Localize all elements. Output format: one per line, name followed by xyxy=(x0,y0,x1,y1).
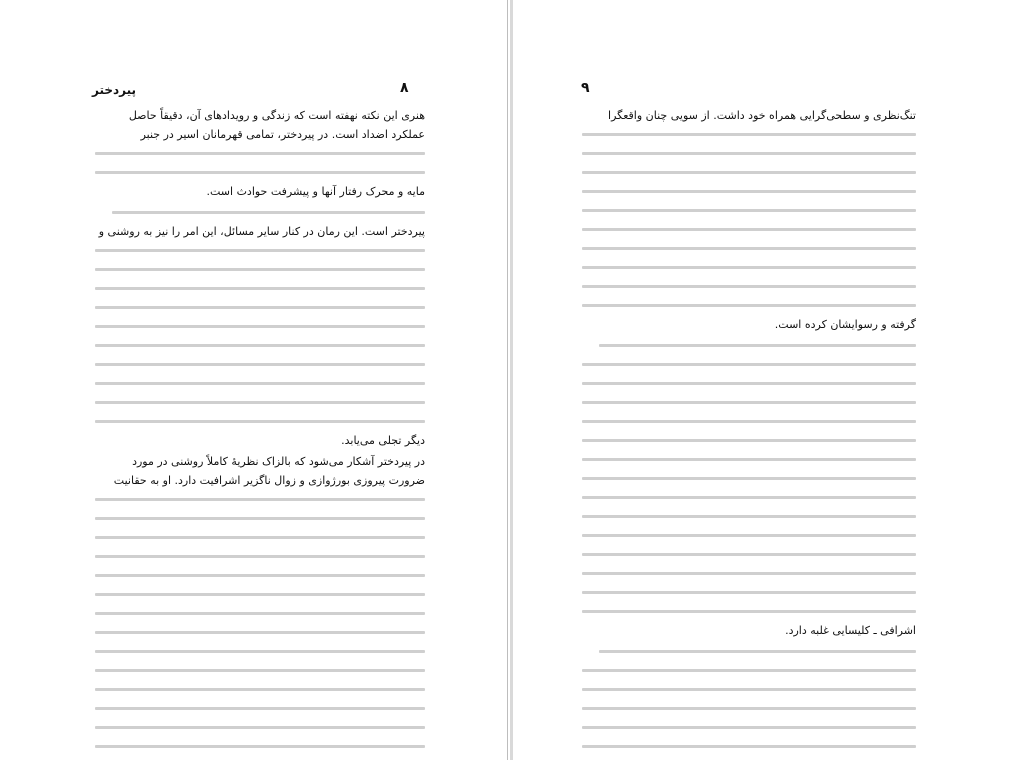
unreadable-line-placeholder xyxy=(582,152,916,155)
text-line xyxy=(95,336,425,355)
text-line xyxy=(582,431,916,450)
unreadable-line-placeholder xyxy=(582,304,916,307)
text-line xyxy=(582,182,916,201)
unreadable-line-placeholder xyxy=(95,555,425,558)
text-line xyxy=(95,642,425,661)
text-line xyxy=(95,471,425,490)
text-line xyxy=(582,737,916,756)
right-page xyxy=(514,0,1024,760)
unreadable-line-placeholder xyxy=(95,574,425,577)
unreadable-line-placeholder xyxy=(582,534,916,537)
unreadable-line-placeholder xyxy=(95,152,425,155)
unreadable-line-placeholder xyxy=(582,171,916,174)
text-line xyxy=(95,566,425,585)
text-line xyxy=(582,296,916,315)
text-line xyxy=(95,490,425,509)
unreadable-line-placeholder xyxy=(582,669,916,672)
text-line xyxy=(95,661,425,680)
unreadable-line-placeholder xyxy=(582,458,916,461)
unreadable-line-placeholder xyxy=(95,745,425,748)
text-line xyxy=(95,623,425,642)
text-line xyxy=(582,315,916,334)
text-line xyxy=(95,528,425,547)
text-line xyxy=(582,469,916,488)
text-line xyxy=(95,547,425,566)
unreadable-line-placeholder xyxy=(582,477,916,480)
unreadable-line-placeholder xyxy=(582,707,916,710)
page-number-right: ۹ xyxy=(581,80,590,96)
text-line xyxy=(582,355,916,374)
unreadable-line-placeholder xyxy=(582,247,916,250)
unreadable-line-placeholder xyxy=(582,190,916,193)
text-line xyxy=(582,239,916,258)
text-line-content: هنری این نکته نهفته است که زندگی و رویدادهای آن، دقیقاً حاصل xyxy=(128,109,425,122)
book-gutter xyxy=(510,0,513,760)
text-line xyxy=(95,680,425,699)
unreadable-line-placeholder xyxy=(582,382,916,385)
gutter-edge xyxy=(507,0,508,760)
unreadable-line-placeholder xyxy=(95,498,425,501)
text-line xyxy=(582,718,916,737)
unreadable-line-placeholder xyxy=(582,363,916,366)
text-line xyxy=(95,298,425,317)
text-line xyxy=(582,756,916,760)
text-line xyxy=(582,526,916,545)
text-line xyxy=(582,602,916,621)
unreadable-line-placeholder xyxy=(582,553,916,556)
text-line xyxy=(95,203,425,222)
unreadable-line-placeholder xyxy=(95,363,425,366)
unreadable-line-placeholder xyxy=(95,726,425,729)
unreadable-line-placeholder xyxy=(582,726,916,729)
text-line xyxy=(582,393,916,412)
text-line xyxy=(582,163,916,182)
text-line-content: پیردختر است. این رمان در کنار سایر مسائل، این امر را نیز به روشنی و xyxy=(98,225,425,238)
text-line xyxy=(582,277,916,296)
right-body-text xyxy=(582,106,916,760)
text-line xyxy=(95,355,425,374)
text-line xyxy=(95,241,425,260)
text-line xyxy=(95,412,425,431)
unreadable-line-placeholder xyxy=(582,591,916,594)
page-number-left: ۸ xyxy=(400,80,409,96)
text-line-content: تنگ‌نظری و سطحی‌گرایی همراه خود داشت. از سویی چنان واقعگرا xyxy=(608,109,916,122)
text-line xyxy=(95,279,425,298)
text-line xyxy=(582,144,916,163)
unreadable-line-placeholder xyxy=(95,650,425,653)
unreadable-line-placeholder xyxy=(582,515,916,518)
unreadable-line-placeholder xyxy=(95,171,425,174)
text-line xyxy=(582,258,916,277)
text-line-content: گرفته و رسوایشان کرده است. xyxy=(774,318,916,331)
text-line xyxy=(582,125,916,144)
unreadable-line-placeholder xyxy=(112,211,426,214)
unreadable-line-placeholder xyxy=(95,420,425,423)
text-line xyxy=(95,699,425,718)
running-title: پیردختر xyxy=(92,83,137,97)
text-line-content: مایه و محرک رفتار آنها و پیشرفت حوادث است. xyxy=(206,185,425,198)
text-line xyxy=(582,642,916,661)
text-line xyxy=(582,699,916,718)
text-line xyxy=(95,452,425,471)
text-line xyxy=(95,163,425,182)
unreadable-line-placeholder xyxy=(95,382,425,385)
unreadable-line-placeholder xyxy=(582,228,916,231)
text-line xyxy=(582,201,916,220)
text-line xyxy=(95,106,425,125)
unreadable-line-placeholder xyxy=(95,287,425,290)
unreadable-line-placeholder xyxy=(582,439,916,442)
unreadable-line-placeholder xyxy=(95,612,425,615)
text-line xyxy=(95,125,425,144)
unreadable-line-placeholder xyxy=(582,745,916,748)
text-line xyxy=(582,545,916,564)
unreadable-line-placeholder xyxy=(95,536,425,539)
text-line xyxy=(582,336,916,355)
unreadable-line-placeholder xyxy=(582,285,916,288)
unreadable-line-placeholder xyxy=(95,517,425,520)
unreadable-line-placeholder xyxy=(95,325,425,328)
text-line xyxy=(95,509,425,528)
text-line xyxy=(582,412,916,431)
unreadable-line-placeholder xyxy=(582,496,916,499)
text-line xyxy=(582,680,916,699)
unreadable-line-placeholder xyxy=(95,593,425,596)
unreadable-line-placeholder xyxy=(582,610,916,613)
unreadable-line-placeholder xyxy=(95,707,425,710)
text-line xyxy=(95,718,425,737)
unreadable-line-placeholder xyxy=(95,249,425,252)
text-line xyxy=(582,583,916,602)
text-line-content: اشرافی ـ کلیسایی غلبه دارد. xyxy=(785,624,916,637)
unreadable-line-placeholder xyxy=(582,401,916,404)
text-line xyxy=(582,220,916,239)
unreadable-line-placeholder xyxy=(95,306,425,309)
text-line xyxy=(95,604,425,623)
unreadable-line-placeholder xyxy=(582,572,916,575)
unreadable-line-placeholder xyxy=(95,669,425,672)
unreadable-line-placeholder xyxy=(599,650,916,653)
text-line xyxy=(95,737,425,756)
text-line xyxy=(582,621,916,640)
text-line xyxy=(95,393,425,412)
unreadable-line-placeholder xyxy=(95,401,425,404)
text-line xyxy=(582,488,916,507)
text-line xyxy=(95,317,425,336)
left-page xyxy=(0,0,510,760)
text-line xyxy=(582,106,916,125)
unreadable-line-placeholder xyxy=(582,133,916,136)
unreadable-line-placeholder xyxy=(582,688,916,691)
text-line xyxy=(95,182,425,201)
text-line xyxy=(95,222,425,241)
text-line xyxy=(95,756,425,760)
unreadable-line-placeholder xyxy=(582,266,916,269)
unreadable-line-placeholder xyxy=(95,344,425,347)
unreadable-line-placeholder xyxy=(95,688,425,691)
text-line xyxy=(582,507,916,526)
text-line xyxy=(582,450,916,469)
text-line-content: دیگر تجلی می‌یابد. xyxy=(341,434,425,447)
text-line xyxy=(582,564,916,583)
text-line xyxy=(95,374,425,393)
unreadable-line-placeholder xyxy=(95,268,425,271)
text-line xyxy=(95,260,425,279)
text-line xyxy=(95,144,425,163)
text-line-content: در پیردختر آشکار می‌شود که بالزاک نظریهٔ کاملاً روشنی در مورد xyxy=(132,455,425,468)
text-line xyxy=(582,661,916,680)
unreadable-line-placeholder xyxy=(95,631,425,634)
text-line xyxy=(582,374,916,393)
unreadable-line-placeholder xyxy=(599,344,916,347)
unreadable-line-placeholder xyxy=(582,420,916,423)
text-line xyxy=(95,585,425,604)
text-line-content: ضرورت پیروزی بورژوازی و زوال ناگزیر اشرافیت دارد. او به حقانیت xyxy=(113,474,425,487)
unreadable-line-placeholder xyxy=(582,209,916,212)
text-line xyxy=(95,431,425,450)
left-body-text xyxy=(95,106,425,760)
text-line-content: عملکرد اضداد است. در پیردختر، تمامی قهرمانان اسیر در جنبر xyxy=(140,128,425,141)
